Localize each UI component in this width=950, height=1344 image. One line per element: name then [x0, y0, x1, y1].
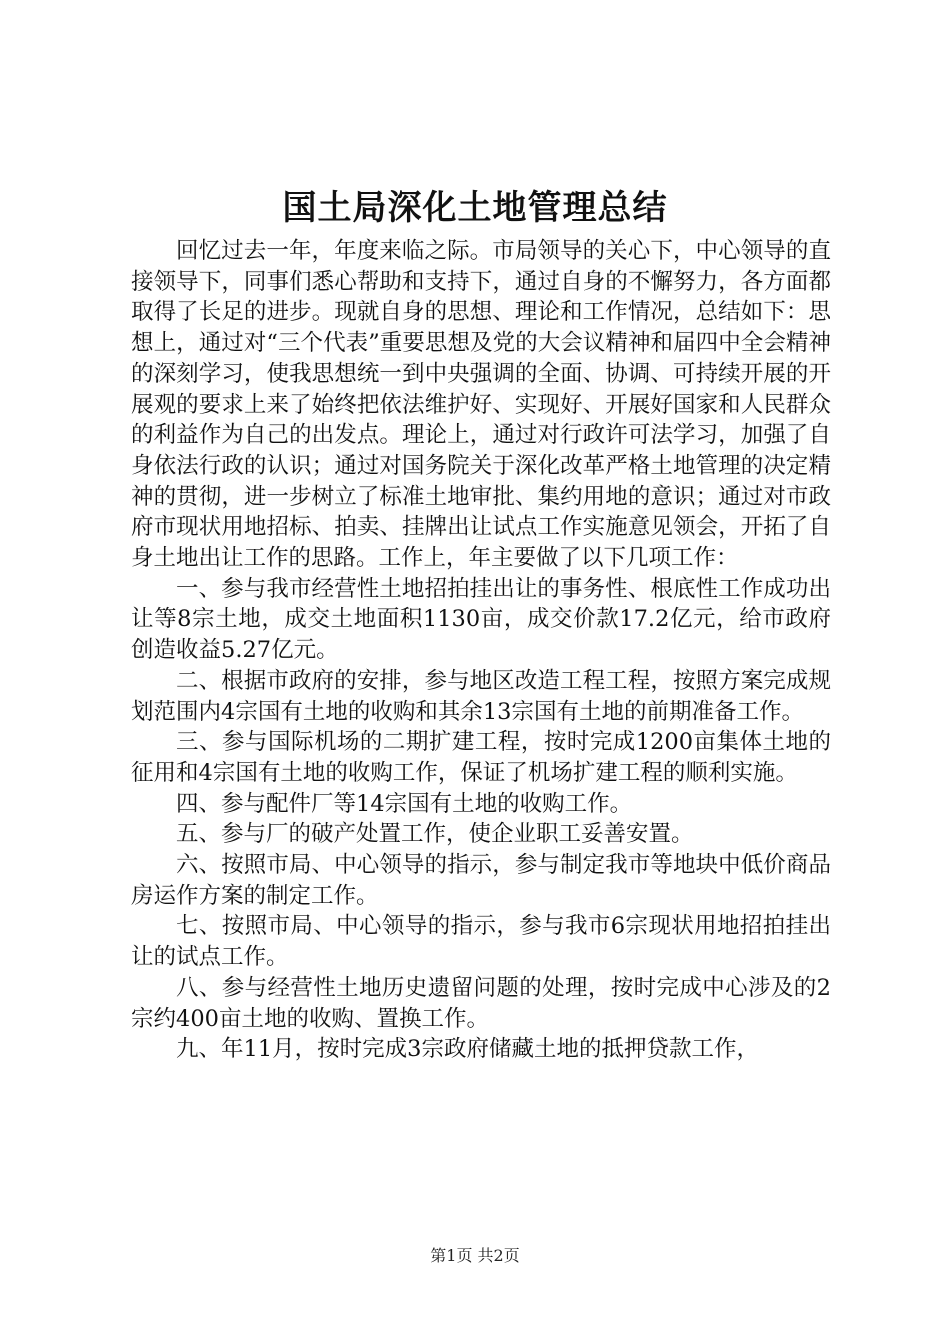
paragraph-item-7: 七、按照市局、中心领导的指示，参与我市6宗现状用地招拍挂出让的试点工作。 — [131, 913, 831, 971]
paragraph-intro: 回忆过去一年，年度来临之际。市局领导的关心下，中心领导的直接领导下，同事们悉心帮助和支持下，通过自身的不懈努力，各方面都取得了长足的进步。现就自身的思想、理论和工作情况，总结如下：思想上，通过对“三个代表”重要思想及党的大会议精神和届四中全会精神的深刻学习，使我思想统一到中央强调的全面、协调、可持续开展的开展观的要求上来了始终把依法维护好、实现好、开展好国家和人民群众的利益作为自己的出发点。理论上，通过对行政许可法学习，加强了自身依法行政的认识；通过对国务院关于深化改革严格土地管理的决定精神的贯彻，进一步树立了标准土地审批、集约用地的意识；通过对市政府市现状用地招标、拍卖、挂牌出让试点工作实施意见领会，开拓了自身土地出让工作的思路。工作上，年主要做了以下几项工作： — [131, 238, 831, 572]
page-number-footer: 第1页 共2页 — [430, 1246, 520, 1265]
document-title: 国土局深化土地管理总结 — [282, 188, 668, 228]
paragraph-item-3: 三、参与国际机场的二期扩建工程，按时完成1200亩集体土地的征用和4宗国有土地的收购工作，保证了机场扩建工程的顺利实施。 — [131, 729, 831, 786]
paragraph-item-6: 六、按照市局、中心领导的指示，参与制定我市等地块中低价商品房运作方案的制定工作。 — [131, 852, 831, 909]
paragraph-item-1: 一、参与我市经营性土地招拍挂出让的事务性、根底性工作成功出让等8宗土地，成交土地面积1130亩，成交价款17.2亿元，给市政府创造收益5.27亿元。 — [131, 575, 831, 664]
paragraph-item-8: 八、参与经营性土地历史遗留问题的处理，按时完成中心涉及的2宗约400亩土地的收购、置换工作。 — [131, 974, 831, 1032]
paragraph-item-2: 二、根据市政府的安排，参与地区改造工程工程，按照方案完成规划范围内4宗国有土地的收购和其余13宗国有土地的前期准备工作。 — [131, 667, 831, 725]
paragraph-item-5: 五、参与厂的破产处置工作，使企业职工妥善安置。 — [176, 821, 694, 848]
paragraph-item-9: 九、年11月，按时完成3宗政府储藏土地的抵押贷款工作， — [176, 1036, 759, 1063]
paragraph-item-4: 四、参与配件厂等14宗国有土地的收购工作。 — [176, 790, 633, 817]
document-body — [131, 236, 831, 1065]
